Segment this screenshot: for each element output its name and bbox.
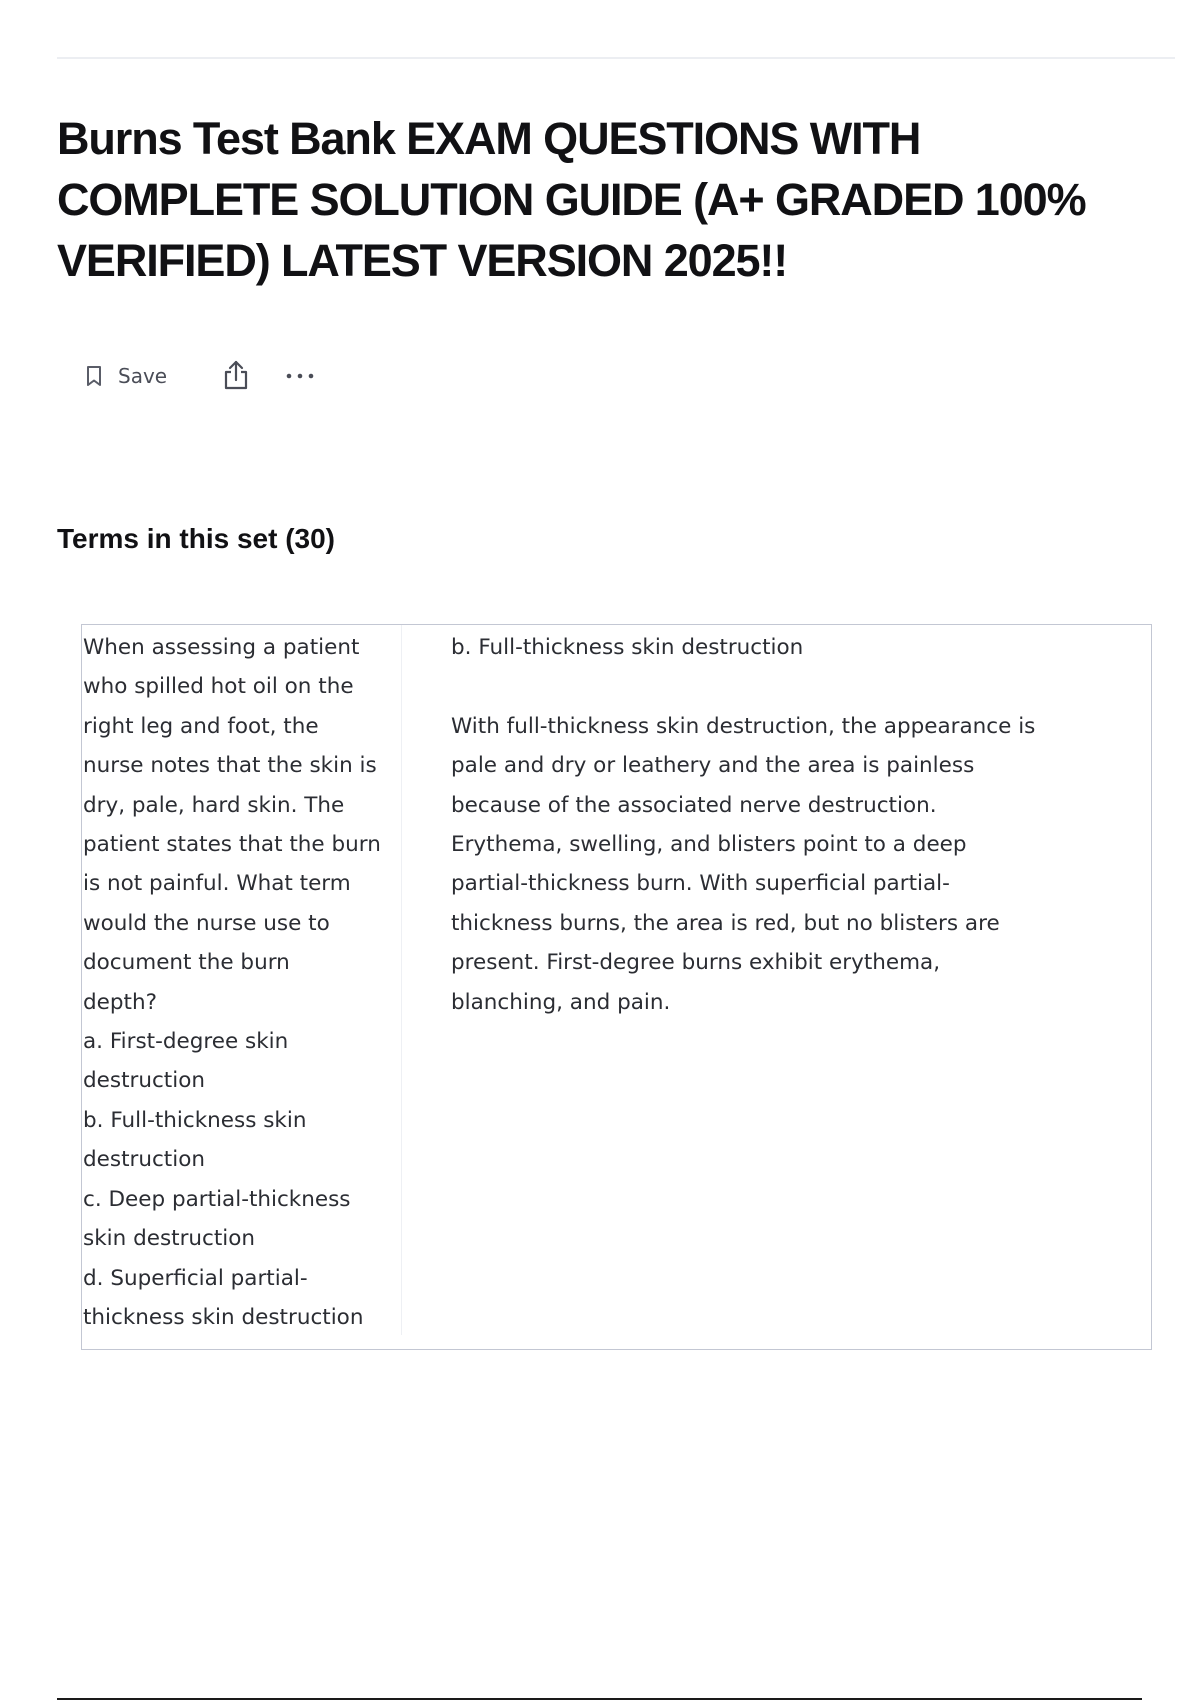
more-horizontal-icon	[285, 369, 315, 384]
page-title: Burns Test Bank EXAM QUESTIONS WITH COMPLETE SOLUTION GUIDE (A+ GRADED 100% VERIFIED) LATEST VERSION 2025!!	[57, 113, 1086, 286]
term-line: would the nurse use to	[83, 910, 330, 936]
definition-line: With full-thickness skin destruction, the appearance is	[451, 713, 1036, 739]
save-button[interactable]	[84, 364, 167, 388]
term-line: nurse notes that the skin is	[83, 753, 377, 779]
term-line: is not painful. What term	[83, 871, 351, 897]
definition-line: Erythema, swelling, and blisters point to a deep	[451, 832, 967, 858]
share-icon	[221, 359, 251, 394]
term-line: destruction	[83, 1147, 205, 1173]
top-divider	[57, 57, 1175, 59]
definition-line: partial-thickness burn. With superficial partial-	[451, 871, 950, 897]
term-line: dry, pale, hard skin. The	[83, 792, 345, 818]
term-line: b. Full-thickness skin	[83, 1107, 307, 1133]
share-button[interactable]	[221, 359, 251, 394]
term-line: who spilled hot oil on the	[83, 674, 354, 700]
save-label: Save	[118, 364, 168, 388]
term-line: c. Deep partial-thickness	[83, 1186, 351, 1212]
bookmark-icon	[84, 365, 104, 387]
term-line: patient states that the burn	[83, 832, 381, 858]
term-line: destruction	[83, 1068, 205, 1094]
definition-line: pale and dry or leathery and the area is painless	[451, 753, 975, 779]
term-line: a. First-degree skin	[83, 1029, 289, 1055]
term-line: skin destruction	[83, 1226, 256, 1252]
term-line: thickness skin destruction	[83, 1304, 364, 1330]
term-line: When assessing a patient	[83, 635, 360, 660]
terms-heading: Terms in this set (30)	[57, 523, 336, 554]
term-card	[81, 624, 1152, 1350]
term-line: d. Superficial partial-	[83, 1265, 308, 1291]
more-options-button[interactable]	[285, 369, 315, 384]
definition-line: present. First-degree burns exhibit erythema,	[451, 950, 941, 976]
definition-line: thickness burns, the area is red, but no blisters are	[451, 910, 1000, 936]
definition-line: blanching, and pain.	[451, 989, 671, 1015]
term-line: document the burn	[83, 950, 290, 976]
definition-line: because of the associated nerve destruction.	[451, 792, 937, 818]
term-question	[82, 625, 402, 1335]
term-definition	[402, 625, 1151, 1349]
definition-spacer	[451, 667, 1131, 706]
term-line: depth?	[83, 989, 157, 1015]
action-bar	[84, 356, 315, 396]
term-line: right leg and foot, the	[83, 713, 319, 739]
definition-answer: b. Full-thickness skin destruction	[451, 635, 804, 660]
